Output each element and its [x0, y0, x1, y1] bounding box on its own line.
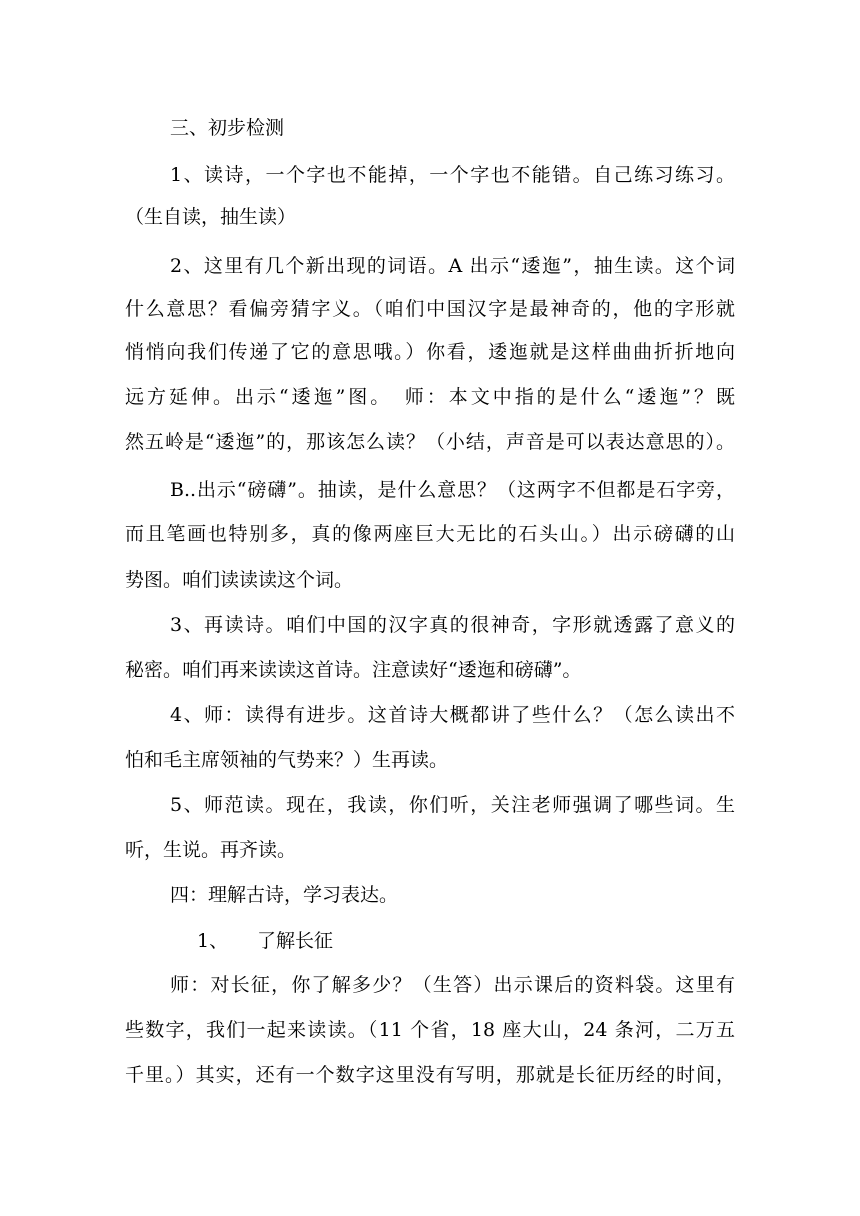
paragraph-line: 1、读诗，一个字也不能掉，一个字也不能错。自己练习练习。	[170, 164, 735, 186]
paragraph-line: 2、这里有几个新出现的词语。A 出示“逶迤”，抽生读。这个词	[170, 255, 735, 277]
paragraph-line: B..出示“磅礴”。抽读，是什么意思？（这两字不但都是石字旁，	[170, 479, 735, 501]
paragraph-line: 什么意思？看偏旁猜字义。（咱们中国汉字是最神奇的，他的字形就	[125, 298, 735, 320]
paragraph-line: 而且笔画也特别多，真的像两座巨大无比的石头山。）出示磅礴的山	[125, 523, 735, 545]
section-heading-3: 三、初步检测	[170, 117, 285, 139]
paragraph-line: （生自读，抽生读）	[125, 206, 297, 228]
paragraph-line: 4、师：读得有进步。这首诗大概都讲了些什么？（怎么读出不	[170, 704, 735, 726]
paragraph-line: 千里。）其实，还有一个数字这里没有写明，那就是长征历经的时间，	[125, 1064, 735, 1086]
list-item-number: 1、	[197, 930, 229, 952]
paragraph-line: 听，生说。再齐读。	[125, 839, 297, 861]
list-item-title: 了解长征	[257, 930, 334, 952]
paragraph-line: 然五岭是“逶迤”的，那该怎么读？（小结，声音是可以表达意思的）。	[125, 431, 735, 453]
paragraph-line: 远方延伸。出示“逶迤”图。 师：本文中指的是什么“逶迤”？既	[125, 386, 735, 408]
paragraph-line: 师：对长征，你了解多少？（生答）出示课后的资料袋。这里有	[170, 974, 735, 996]
paragraph-line: 3、再读诗。咱们中国的汉字真的很神奇，字形就透露了意义的	[170, 614, 735, 636]
paragraph-line: 怕和毛主席领袖的气势来？）生再读。	[125, 749, 449, 771]
paragraph-line: 秘密。咱们再来读读这首诗。注意读好“逶迤和磅礴”。	[125, 659, 582, 681]
paragraph-line: 势图。咱们读读读这个词。	[125, 569, 354, 591]
paragraph-line: 悄悄向我们传递了它的意思哦。）你看，逶迤就是这样曲曲折折地向	[125, 341, 735, 363]
section-heading-4: 四：理解古诗，学习表达。	[170, 884, 399, 906]
paragraph-line: 5、师范读。现在，我读，你们听，关注老师强调了哪些词。生	[170, 794, 735, 816]
paragraph-line: 些数字，我们一起来读读。（11 个省，18 座大山，24 条河，二万五	[125, 1019, 735, 1041]
